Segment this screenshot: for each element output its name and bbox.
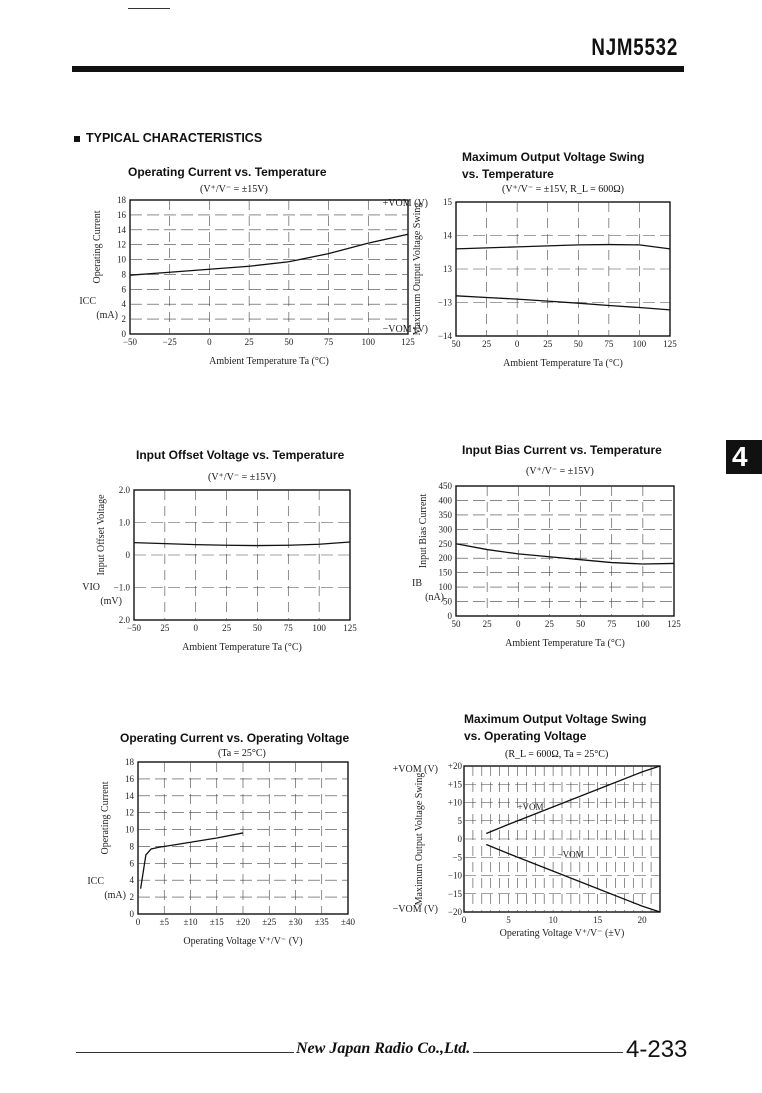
x-tick-label: 0 bbox=[514, 339, 520, 349]
y-tick-label: 0 bbox=[121, 329, 126, 339]
y-tick-label: 150 bbox=[438, 567, 452, 578]
page-number: 4-233 bbox=[626, 1036, 688, 1063]
y-tick-label: 10 bbox=[117, 254, 126, 265]
series-line bbox=[130, 234, 408, 275]
y-tick-label: +15 bbox=[447, 779, 462, 790]
x-tick-label: ±30 bbox=[288, 917, 303, 927]
y-tick-label: 4 bbox=[121, 299, 126, 310]
x-tick-label: 50 bbox=[252, 623, 262, 633]
x-tick-label: 0 bbox=[461, 915, 467, 925]
footer-rule-left bbox=[76, 1052, 294, 1053]
y-tick-label: +20 bbox=[447, 761, 462, 771]
x-tick-label: 50 bbox=[573, 339, 583, 349]
y-tick-label: 100 bbox=[438, 582, 452, 593]
y-tick-label: 300 bbox=[438, 524, 452, 535]
y-axis-unit: (mA) bbox=[104, 890, 126, 901]
chart4-plot bbox=[400, 478, 690, 656]
x-tick-label: 125 bbox=[401, 337, 415, 347]
series-line bbox=[456, 296, 670, 310]
y-axis-symbol: ICC bbox=[87, 876, 104, 887]
x-axis-label: Ambient Temperature Ta (°C) bbox=[503, 358, 623, 369]
chart6-plot bbox=[392, 758, 680, 944]
x-tick-label: 75 bbox=[607, 619, 617, 629]
x-tick-label: 5 bbox=[506, 915, 511, 925]
chart2-condition: (V⁺/V⁻ = ±15V, R_L = 600Ω) bbox=[502, 184, 624, 195]
x-tick-label: −25 bbox=[162, 337, 177, 347]
x-tick-label: ±20 bbox=[236, 917, 250, 927]
x-tick-label: 25 bbox=[543, 339, 553, 349]
footer-rule-right bbox=[473, 1052, 623, 1053]
plot-frame bbox=[456, 486, 674, 616]
y-axis-label: Input Offset Voltage bbox=[96, 494, 107, 576]
section-title bbox=[74, 131, 262, 145]
y-tick-label: 8 bbox=[129, 841, 134, 852]
x-tick-label: 100 bbox=[636, 619, 650, 629]
x-axis-label: Ambient Temperature Ta (°C) bbox=[209, 356, 329, 367]
x-tick-label: ±5 bbox=[159, 917, 169, 927]
header-bar bbox=[72, 66, 684, 72]
series-line bbox=[134, 542, 350, 546]
x-tick-label: −50 bbox=[126, 623, 142, 633]
x-tick-label: 0 bbox=[193, 623, 198, 633]
y-axis-label: Input Bias Current bbox=[418, 493, 429, 569]
x-tick-label: ±15 bbox=[209, 917, 224, 927]
series-line bbox=[486, 766, 660, 834]
x-tick-label: 15 bbox=[593, 915, 603, 925]
x-tick-label: −50 bbox=[122, 337, 138, 347]
chapter-tab: 4 bbox=[726, 440, 762, 474]
x-tick-label: 50 bbox=[451, 339, 461, 349]
series-line bbox=[456, 245, 670, 249]
y-tick-label: −20 bbox=[447, 907, 462, 917]
y-tick-label: 250 bbox=[438, 538, 452, 549]
x-tick-label: 125 bbox=[663, 339, 677, 349]
y-axis-label: Operating Current bbox=[92, 210, 103, 284]
section-title-text: TYPICAL CHARACTERISTICS bbox=[86, 131, 263, 145]
y-axis-symbol: VIO bbox=[82, 582, 100, 593]
y-tick-label: 350 bbox=[438, 509, 452, 520]
x-tick-label: 25 bbox=[482, 619, 492, 629]
y-tick-label: 450 bbox=[438, 481, 452, 491]
x-axis-label: Ambient Temperature Ta (°C) bbox=[182, 642, 302, 653]
series-line bbox=[456, 544, 674, 564]
y-tick-label: 0 bbox=[447, 611, 452, 621]
y-tick-label: 13 bbox=[443, 264, 452, 274]
x-tick-label: 50 bbox=[451, 619, 461, 629]
y-tick-label: 15 bbox=[443, 197, 452, 207]
y-tick-label: 2.0 bbox=[118, 485, 130, 495]
x-tick-label: 25 bbox=[222, 623, 232, 633]
y-tick-label: −13 bbox=[437, 297, 452, 308]
y-tick-label: 14 bbox=[443, 230, 452, 241]
y-axis-unit: (mV) bbox=[100, 596, 122, 607]
x-tick-label: 125 bbox=[343, 623, 357, 633]
y-tick-label: 12 bbox=[117, 239, 126, 250]
y-axis-symbol: IB bbox=[412, 578, 422, 589]
y-tick-label: 12 bbox=[125, 807, 134, 818]
company-name: New Japan Radio Co.,Ltd. bbox=[296, 1040, 471, 1057]
x-tick-label: 100 bbox=[361, 337, 376, 347]
y-tick-label: 6 bbox=[129, 858, 134, 869]
x-tick-label: 10 bbox=[548, 915, 558, 925]
x-tick-label: 75 bbox=[283, 623, 293, 633]
y-tick-label: 18 bbox=[125, 757, 134, 767]
x-tick-label: 0 bbox=[135, 917, 141, 927]
y-tick-label: −1.0 bbox=[113, 582, 130, 593]
x-tick-label: 20 bbox=[637, 915, 647, 925]
y-tick-label: 18 bbox=[117, 195, 126, 205]
x-tick-label: 125 bbox=[667, 619, 681, 629]
y-tick-label: −14 bbox=[437, 331, 452, 341]
chart2-plot bbox=[382, 188, 686, 380]
chart3-title: Input Offset Voltage vs. Temperature bbox=[136, 448, 345, 462]
x-tick-label: 25 bbox=[482, 339, 492, 349]
x-axis-label: Operating Voltage V⁺/V⁻ (±V) bbox=[499, 928, 625, 939]
y-tick-label: 10 bbox=[125, 824, 134, 835]
y-tick-label: 8 bbox=[121, 269, 126, 280]
y-tick-label: −5 bbox=[452, 852, 462, 863]
chart2-title: Maximum Output Voltage Swing vs. Temperature bbox=[462, 150, 645, 181]
chart4-condition: (V⁺/V⁻ = ±15V) bbox=[526, 466, 594, 477]
y-tick-label: 200 bbox=[438, 553, 452, 564]
y-axis-unit: (mA) bbox=[96, 310, 118, 321]
x-tick-label: ±10 bbox=[183, 917, 198, 927]
x-tick-label: ±25 bbox=[262, 917, 277, 927]
y-axis-unit: (nA) bbox=[425, 592, 444, 603]
y-tick-label: 5 bbox=[457, 815, 462, 826]
y-tick-label: 2 bbox=[121, 314, 126, 325]
x-tick-label: 50 bbox=[284, 337, 294, 347]
chart6-condition: (R_L = 600Ω, Ta = 25°C) bbox=[505, 749, 609, 760]
chart5-plot bbox=[76, 756, 376, 946]
y-axis-label: Operating Current bbox=[100, 781, 111, 855]
chart3-condition: (V⁺/V⁻ = ±15V) bbox=[208, 472, 276, 483]
x-tick-label: 25 bbox=[244, 337, 254, 347]
y-tick-label: −10 bbox=[447, 870, 462, 881]
x-tick-label: 25 bbox=[160, 623, 170, 633]
chart5-title: Operating Current vs. Operating Voltage bbox=[120, 731, 350, 745]
x-tick-label: 100 bbox=[632, 339, 647, 349]
y-axis-label: Maximum Output Voltage Swing bbox=[414, 772, 425, 906]
x-tick-label: 25 bbox=[544, 619, 554, 629]
chart4-title: Input Bias Current vs. Temperature bbox=[462, 443, 662, 457]
series-label: −VOM bbox=[557, 849, 584, 860]
x-tick-label: 0 bbox=[207, 337, 212, 347]
x-tick-label: ±35 bbox=[314, 917, 329, 927]
chart5-condition: (Ta = 25°C) bbox=[218, 748, 266, 759]
y-tick-label: 14 bbox=[125, 790, 134, 801]
y-axis-symbol: ICC bbox=[79, 296, 96, 307]
y-axis-symbol-top: +VOM (V) bbox=[392, 764, 438, 775]
y-tick-label: −15 bbox=[447, 888, 462, 899]
x-axis-label: Operating Voltage V⁺/V⁻ (V) bbox=[183, 936, 303, 947]
x-tick-label: 100 bbox=[312, 623, 326, 633]
x-tick-label: 0 bbox=[516, 619, 521, 629]
y-axis-symbol-top: +VOM (V) bbox=[382, 198, 428, 209]
part-number: NJM5532 bbox=[591, 34, 678, 61]
series-label: +VOM bbox=[517, 801, 544, 812]
x-tick-label: 50 bbox=[576, 619, 586, 629]
y-tick-label: 50 bbox=[443, 596, 452, 607]
y-tick-label: 2.0 bbox=[118, 615, 130, 625]
y-tick-label: 1.0 bbox=[118, 517, 130, 528]
y-tick-label: 0 bbox=[129, 909, 134, 919]
y-axis-symbol-bottom: −VOM (V) bbox=[392, 904, 438, 915]
y-tick-label: 400 bbox=[438, 495, 452, 506]
chart3-plot bbox=[76, 480, 370, 662]
y-tick-label: 0 bbox=[125, 550, 130, 560]
y-tick-label: 2 bbox=[129, 892, 134, 903]
chart1-condition: (V⁺/V⁻ = ±15V) bbox=[200, 184, 268, 195]
y-tick-label: 6 bbox=[121, 284, 126, 295]
y-tick-label: 14 bbox=[117, 224, 126, 235]
chart1-title: Operating Current vs. Temperature bbox=[128, 165, 327, 179]
y-tick-label: +10 bbox=[447, 797, 462, 808]
header-short-rule bbox=[128, 8, 170, 9]
chart6-title: Maximum Output Voltage Swing vs. Operating Voltage bbox=[464, 712, 647, 743]
y-tick-label: 4 bbox=[129, 875, 134, 886]
x-axis-label: Ambient Temperature Ta (°C) bbox=[505, 638, 625, 649]
x-tick-label: 75 bbox=[604, 339, 614, 349]
x-tick-label: 75 bbox=[324, 337, 334, 347]
y-axis-symbol-bottom: −VOM (V) bbox=[382, 324, 428, 335]
bullet-square-icon bbox=[74, 136, 80, 142]
y-axis-label: Maximum Output Voltage Swing bbox=[412, 202, 423, 336]
plot-frame bbox=[130, 200, 408, 334]
y-tick-label: 16 bbox=[117, 209, 126, 220]
y-tick-label: 16 bbox=[125, 773, 134, 784]
x-tick-label: ±40 bbox=[341, 917, 355, 927]
y-tick-label: 0 bbox=[457, 834, 462, 844]
